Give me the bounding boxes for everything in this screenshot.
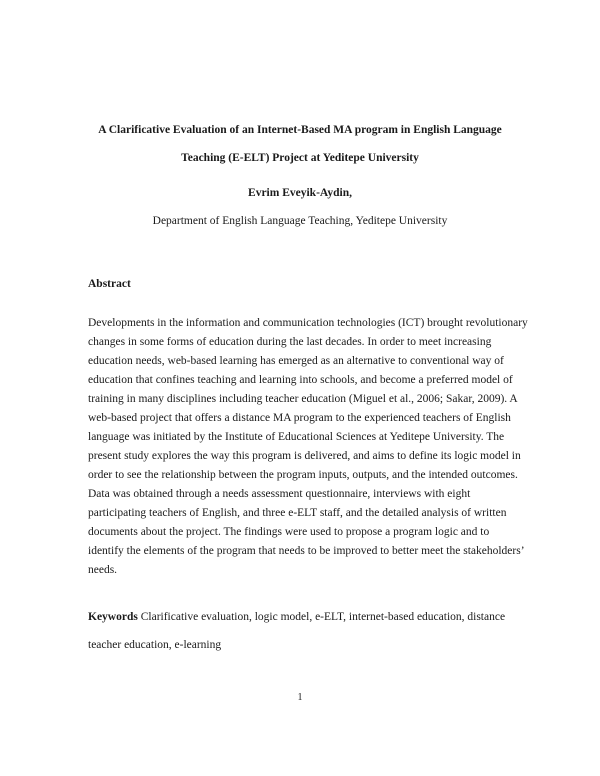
abstract-line: needs. bbox=[88, 564, 118, 576]
keywords-line-2: teacher education, e-learning bbox=[88, 639, 222, 651]
author-affiliation: Department of English Language Teaching, Yeditepe University bbox=[152, 215, 448, 227]
abstract-line: participating teachers of English, and three e-ELT staff, and the detailed analysis of written bbox=[88, 507, 507, 519]
abstract-line: language was initiated by the Institute of Educational Sciences at Yeditepe University. The bbox=[88, 431, 505, 443]
keywords-section bbox=[88, 603, 548, 659]
abstract-line: training in many disciplines including teacher education (Miguel et al., 2006; Sakar, 2009). A bbox=[88, 393, 518, 405]
keywords-label: Keywords bbox=[88, 611, 138, 623]
abstract-line: changes in some forms of education during the last decades. In order to meet increasing bbox=[88, 336, 492, 348]
abstract-line: web-based project that offers a distance MA program to the experienced teachers of English bbox=[88, 412, 511, 424]
abstract-line: education that confines teaching and learning into schools, and become a preferred model of bbox=[88, 374, 513, 386]
keywords-text-1: Clarificative evaluation, logic model, e-ELT, internet-based education, distance bbox=[137, 611, 506, 623]
keywords-line-1 bbox=[88, 603, 548, 631]
abstract-line: identify the elements of the program that needs to be improved to better meet the stakeholders’ bbox=[88, 545, 525, 557]
abstract-line: present study explores the way this program is delivered, and aims to define its logic model in bbox=[88, 450, 521, 462]
abstract-line: Developments in the information and communication technologies (ICT) brought revolutionary bbox=[88, 317, 528, 329]
abstract-line: documents about the project. The findings were used to propose a program logic and to bbox=[88, 526, 490, 538]
abstract-body bbox=[88, 314, 548, 580]
paper-title-line-1: A Clarificative Evaluation of an Internet-Based MA program in English Language bbox=[98, 124, 502, 136]
abstract-heading: Abstract bbox=[88, 278, 131, 290]
paper-title-line-2: Teaching (E-ELT) Project at Yeditepe University bbox=[181, 152, 419, 164]
abstract-line: order to see the relationship between the program inputs, outputs, and the intended outcomes. bbox=[88, 469, 518, 481]
author-name: Evrim Eveyik-Aydin, bbox=[248, 187, 352, 199]
abstract-line: Data was obtained through a needs assessment questionnaire, interviews with eight bbox=[88, 488, 471, 500]
abstract-line: education needs, web-based learning has emerged as an alternative to conventional way of bbox=[88, 355, 504, 367]
page-number: 1 bbox=[297, 692, 303, 703]
